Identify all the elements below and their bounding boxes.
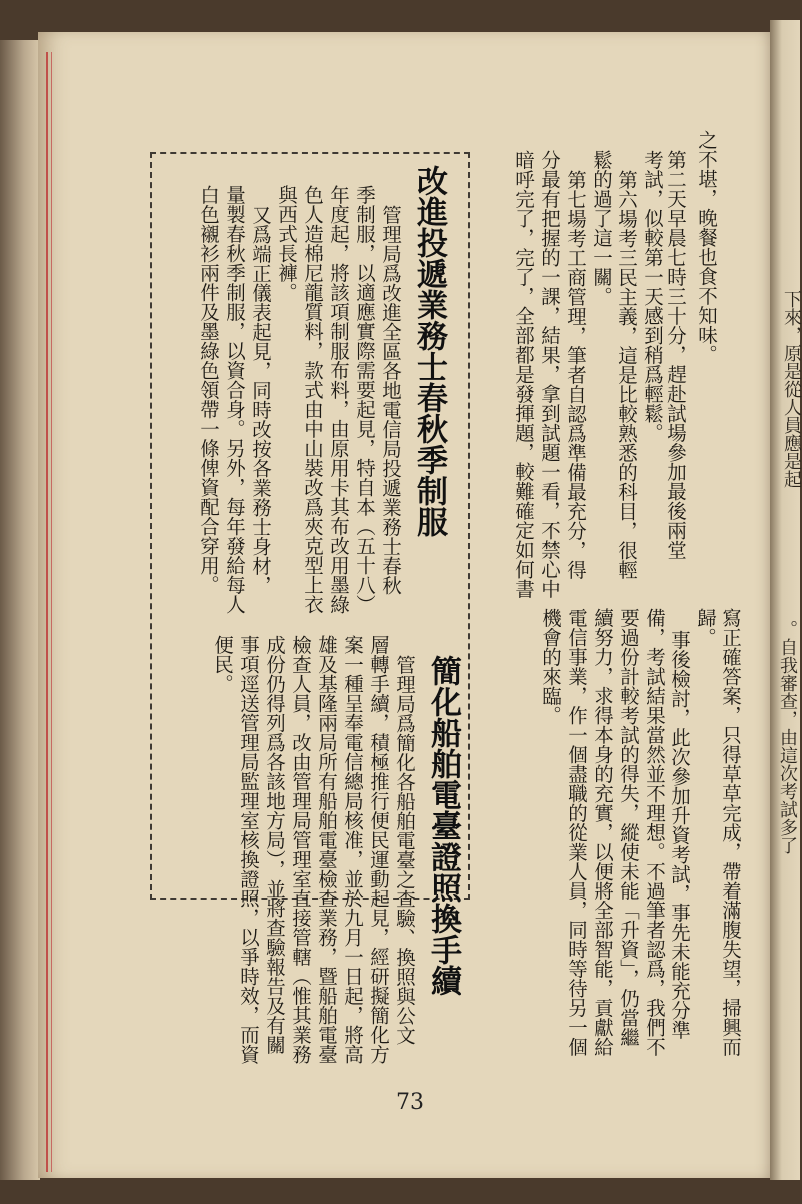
facing-page-edge (770, 20, 800, 1180)
article-title: 改進投遞業務士春秋季制服 (411, 165, 447, 537)
text-line: 要過份計較考試的得失，縱使未能「升資」，仍當繼 (617, 608, 640, 1047)
text-line: 又爲端正儀表起見，同時改按各業務士身材， (249, 205, 272, 595)
page-margin-rule-inner (51, 52, 52, 1172)
facing-page-text: 下來，原是從人員應是起 (781, 290, 802, 488)
text-line: 量製春秋季制服，以資合身。另外，每年發給每人 (223, 185, 246, 614)
text-line: 之不堪，晚餐也食不知味。 (695, 130, 718, 364)
text-line: 便民。 (211, 635, 234, 694)
page-margin-rule (46, 52, 48, 1172)
text-line: 電信事業，作一個盡職的從業人員，同時等待另一個 (565, 608, 588, 1057)
text-line: 分最有把握的一課，結果，拿到試題一看，不禁心中 (538, 150, 561, 599)
text-line: 層轉手續，積極推行便民運動起見，經研擬簡化方 (367, 635, 390, 1064)
text-line: 年度起，將該項制服布料，由原用卡其布改用墨綠 (327, 185, 350, 614)
text-line: 管理局爲簡化各船舶電臺之查驗、換照與公文 (393, 655, 416, 1045)
text-line: 成份仍得列爲各該地方局），並將查驗報告及有關 (263, 635, 286, 1055)
facing-page-text: 。自我審查，由這次考試多了 (777, 620, 798, 854)
text-line: 事後檢討，此次參加升資考試，事先未能充分準 (668, 630, 691, 1040)
text-line: 事項逕送管理局監理室核換證照，以爭時效，而資 (237, 635, 260, 1064)
text-line: 管理局爲改進全區各地電信局投遞業務士春秋 (379, 205, 402, 595)
text-line: 檢查人員，改由管理局管理室直接管轄（惟其業務 (289, 635, 312, 1064)
text-line: 雄及基隆兩局所有船舶電臺檢查業務，暨船舶電臺 (315, 635, 338, 1064)
text-line: 備，考試結果當然並不理想。不過筆者認爲，我們不 (643, 608, 666, 1057)
text-line: 季制服，以適應實際需要起見，特自本（五十八） (353, 185, 376, 614)
text-line: 第二天早晨七時三十分，趕赴試場參加最後兩堂 (664, 150, 687, 560)
page-number: 73 (396, 1090, 424, 1115)
text-line: 考試，似較第一天感到稍爲輕鬆。 (641, 150, 664, 443)
text-line: 機會的來臨。 (539, 608, 562, 725)
text-line: 歸。 (694, 608, 717, 647)
text-line: 第六場考三民主義，這是比較熟悉的科目，很輕 (615, 170, 638, 580)
text-line: 鬆的過了這一關。 (590, 150, 613, 306)
article-title: 簡化船舶電臺證照換手續 (425, 655, 461, 996)
text-line: 續努力，求得本身的充實，以便將全部智能，貢獻給 (591, 608, 614, 1057)
text-line: 案一種呈奉電信總局核准，並於九月一日起，將高 (341, 635, 364, 1064)
text-line: 第七場考工商管理，筆者自認爲準備最充分，得 (564, 170, 587, 580)
text-line: 色人造棉尼龍質料，款式由中山裝改爲夾克型上衣 (301, 185, 324, 614)
text-line: 白色襯衫兩件及墨綠色領帶一條俾資配合穿用。 (197, 185, 220, 595)
text-line: 寫正確答案，只得草草完成，帶着滿腹失望，掃興而 (719, 608, 742, 1057)
book-left-edge (0, 40, 40, 1180)
text-line: 與西式長褲。 (275, 185, 298, 302)
text-line: 暗呼完了，完了，全部都是發揮題，較難確定如何書 (512, 150, 535, 599)
